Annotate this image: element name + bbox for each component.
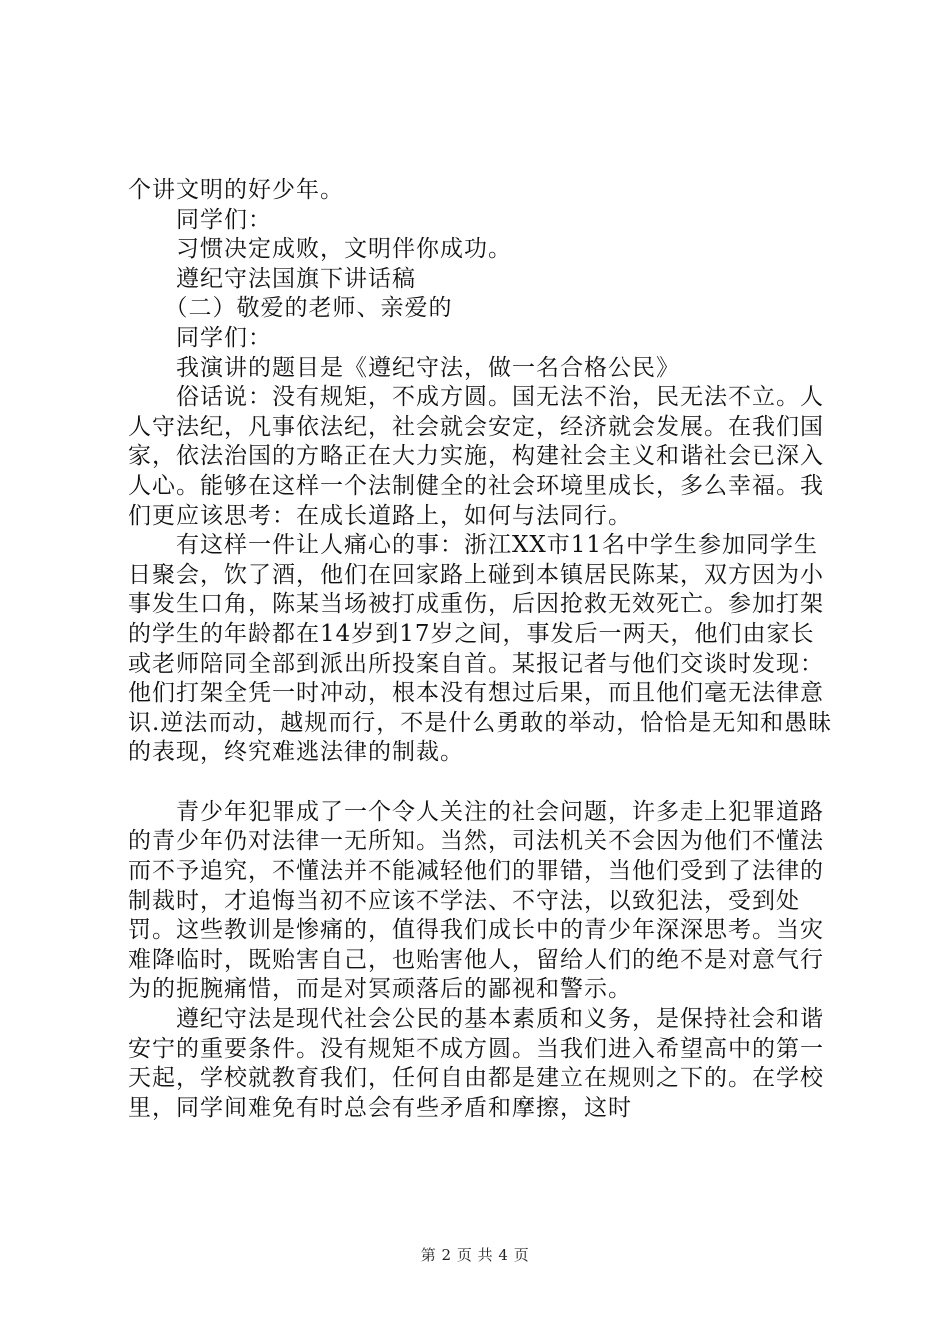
paragraph-gap: [128, 768, 838, 798]
page-number-footer: 第 2 页 共 4 页: [420, 1246, 530, 1264]
paragraph: 有这样一件让人痛心的事：浙江XX市11名中学生参加同学生日聚会，饮了酒，他们在回家路上碰到本镇居民陈某，双方因为小事发生口角，陈某当场被打成重伤，后因抢救无效死亡。参加打架的学生的年龄都在14岁到17岁之间，事发后一两天，他们由家长或老师陪同全部到派出所投案自首。某报记者与他们交谈时发现：他们打架全凭一时冲动，根本没有想过后果，而且他们毫无法律意识.逆法而动，越规而行，不是什么勇敢的举动，恰恰是无知和愚昧的表现，终究难逃法律的制裁。: [128, 532, 833, 766]
closing-slogan: 习惯决定成败，文明伴你成功。: [128, 236, 512, 263]
section-subtitle: （二）敬爱的老师、亲爱的: [128, 295, 453, 322]
section-title: 遵纪守法国旗下讲话稿: [128, 265, 416, 292]
salutation-line: 同学们：: [128, 324, 272, 351]
paragraph: 青少年犯罪成了一个令人关注的社会问题，许多走上犯罪道路的青少年仍对法律一无所知。当然，司法机关不会因为他们不懂法而不予追究，不懂法并不能减轻他们的罪错，当他们受到了法律的制裁时，才追悔当初不应该不学法、不守法，以致犯法，受到处罚。这些教训是惨痛的，值得我们成长中的青少年深深思考。当灾难降临时，既贻害自己，也贻害他人，留给人们的绝不是对意气行为的扼腕痛惜，而是对冥顽落后的鄙视和警示。: [128, 798, 824, 1003]
paragraph: 遵纪守法是现代社会公民的基本素质和义务，是保持社会和谐安宁的重要条件。没有规矩不成方圆。当我们进入希望高中的第一天起，学校就教育我们，任何自由都是建立在规则之下的。在学校里，同学间难免有时总会有些矛盾和摩擦，这时: [128, 1006, 824, 1121]
closing-line: 个讲文明的好少年。: [128, 177, 344, 203]
salutation-line: 同学们：: [128, 206, 272, 233]
paragraph: 俗话说：没有规矩，不成方圆。国无法不治，民无法不立。人人守法纪，凡事依法纪，社会就会安定，经济就会发展。在我们国家，依法治国的方略正在大力实施，构建社会主义和谐社会已深入人心。能够在这样一个法制健全的社会环境里成长，多么幸福。我们更应该思考：在成长道路上，如何与法同行。: [128, 384, 824, 529]
document-body: [128, 176, 838, 1123]
speech-topic-line: 我演讲的题目是《遵纪守法，做一名合格公民》: [128, 354, 680, 381]
